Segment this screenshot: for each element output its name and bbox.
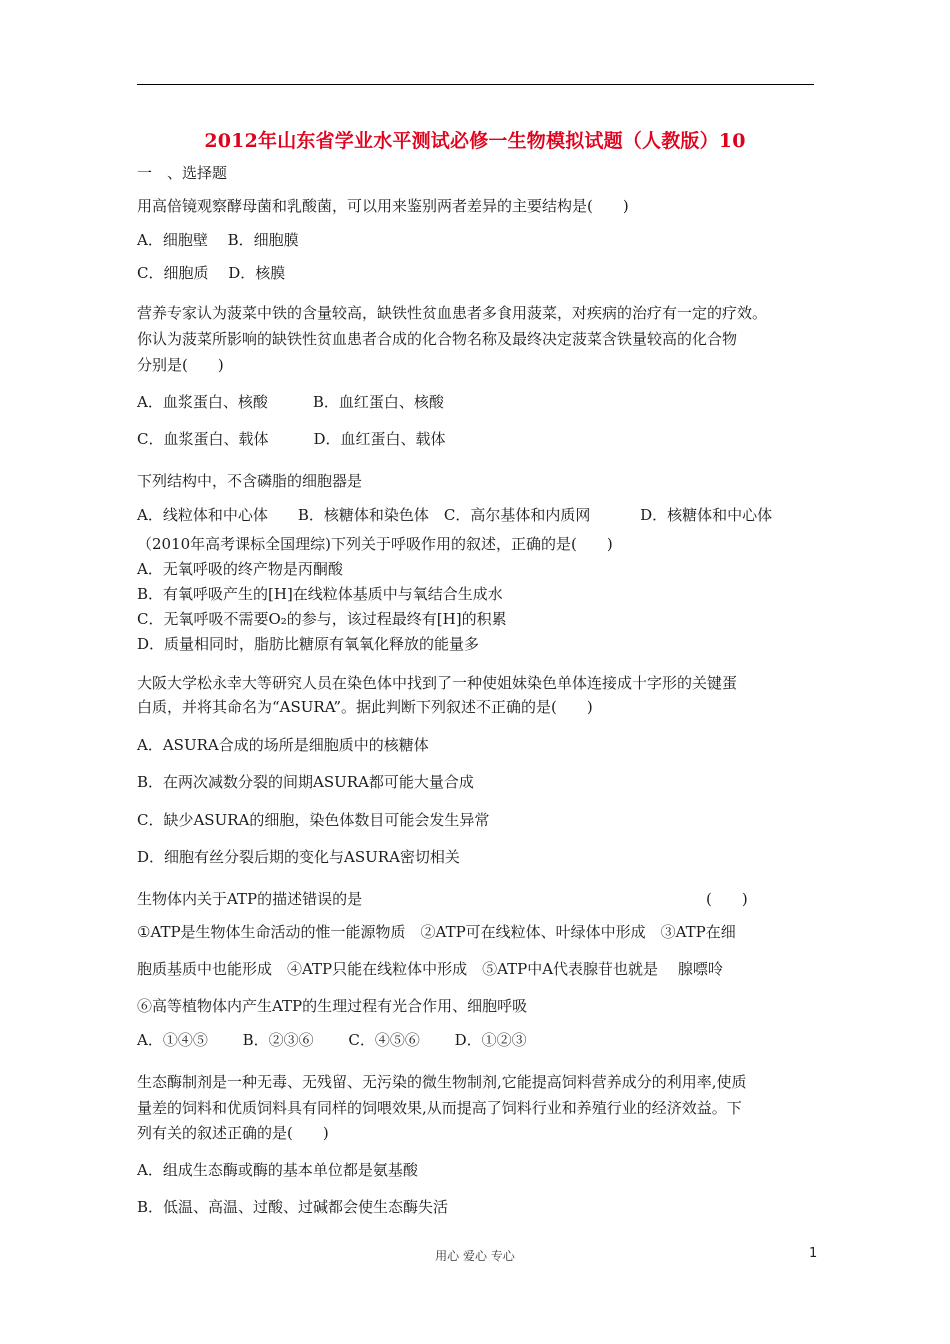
question-7-stem-line1: 生态酶制剂是一种无毒、无残留、无污染的微生物制剂,它能提高饲料营养成分的利用率,使质: [137, 1073, 747, 1091]
page-title: 2012年山东省学业水平测试必修一生物模拟试题（人教版）10: [204, 130, 746, 152]
question-2-stem-line1: 营养专家认为菠菜中铁的含量较高，缺铁性贫血患者多食用菠菜，对疾病的治疗有一定的疗效。: [137, 304, 768, 322]
question-3-stem: 下列结构中，不含磷脂的细胞器是: [137, 472, 363, 490]
page-number: 1: [809, 1246, 818, 1261]
question-5-stem-line2: 白质，并将其命名为“ASURA”。据此判断下列叙述不正确的是( ): [137, 698, 593, 716]
question-3-options: A．线粒体和中心体 B．核糖体和染色体 C．高尔基体和内质网 D．核糖体和中心体: [137, 506, 773, 524]
question-2-options-ab: A．血浆蛋白、核酸 B．血红蛋白、核酸: [137, 393, 444, 411]
question-6-answer-paren: ( ): [706, 890, 748, 908]
question-1-options-cd: C．细胞质 D．核膜: [137, 264, 286, 282]
question-2-stem-line3: 分别是( ): [137, 356, 224, 374]
question-2-options-cd: C．血浆蛋白、载体 D．血红蛋白、载体: [137, 430, 446, 448]
question-7-option-b: B．低温、高温、过酸、过碱都会使生态酶失活: [137, 1198, 449, 1216]
header-rule: [137, 84, 814, 85]
question-5-option-d: D．细胞有丝分裂后期的变化与ASURA密切相关: [137, 848, 460, 866]
question-2-stem-line2: 你认为菠菜所影响的缺铁性贫血患者合成的化合物名称及最终决定菠菜含铁量较高的化合物: [137, 330, 738, 348]
question-6-stem: 生物体内关于ATP的描述错误的是: [137, 890, 363, 908]
question-4-option-b: B．有氧呼吸产生的[H]在线粒体基质中与氧结合生成水: [137, 585, 503, 603]
question-5-stem-line1: 大阪大学松永幸大等研究人员在染色体中找到了一种使姐妹染色单体连接成十字形的关键蛋: [137, 674, 738, 692]
question-5-option-c: C．缺少ASURA的细胞，染色体数目可能会发生异常: [137, 811, 490, 829]
section-heading: 一 、选择题: [137, 164, 228, 182]
question-4-option-d: D．质量相同时，脂肪比糖原有氧氧化释放的能量多: [137, 635, 480, 653]
question-5-option-a: A．ASURA合成的场所是细胞质中的核糖体: [137, 736, 429, 754]
question-7-stem-line3: 列有关的叙述正确的是( ): [137, 1124, 329, 1142]
question-6-statement-line2: 胞质基质中也能形成 ④ATP只能在线粒体中形成 ⑤ATP中A代表腺苷也就是 腺嘌呤: [137, 960, 723, 978]
question-4-option-c: C．无氧呼吸不需要O₂的参与，该过程最终有[H]的积累: [137, 610, 507, 628]
question-6-statement-line1: ①ATP是生物体生命活动的惟一能源物质 ②ATP可在线粒体、叶绿体中形成 ③ATP在细: [137, 923, 736, 941]
question-1-stem: 用高倍镜观察酵母菌和乳酸菌，可以用来鉴别两者差异的主要结构是( ): [137, 197, 629, 215]
question-5-option-b: B．在两次减数分裂的间期ASURA都可能大量合成: [137, 773, 474, 791]
question-4-option-a: A．无氧呼吸的终产物是丙酮酸: [137, 560, 343, 578]
question-4-stem: （2010年高考课标全国理综)下列关于呼吸作用的叙述，正确的是( ): [137, 535, 613, 553]
question-7-option-a: A．组成生态酶或酶的基本单位都是氨基酸: [137, 1161, 418, 1179]
question-1-options-ab: A．细胞壁 B．细胞膜: [137, 231, 299, 249]
question-6-statement-line3: ⑥高等植物体内产生ATP的生理过程有光合作用、细胞呼吸: [137, 997, 528, 1015]
question-7-stem-line2: 量差的饲料和优质饲料具有同样的饲喂效果,从而提高了饲料行业和养殖行业的经济效益。下: [137, 1099, 742, 1117]
page-footer: 用心 爱心 专心: [435, 1249, 515, 1263]
question-6-options: A．①④⑤ B．②③⑥ C．④⑤⑥ D．①②③: [137, 1031, 527, 1049]
